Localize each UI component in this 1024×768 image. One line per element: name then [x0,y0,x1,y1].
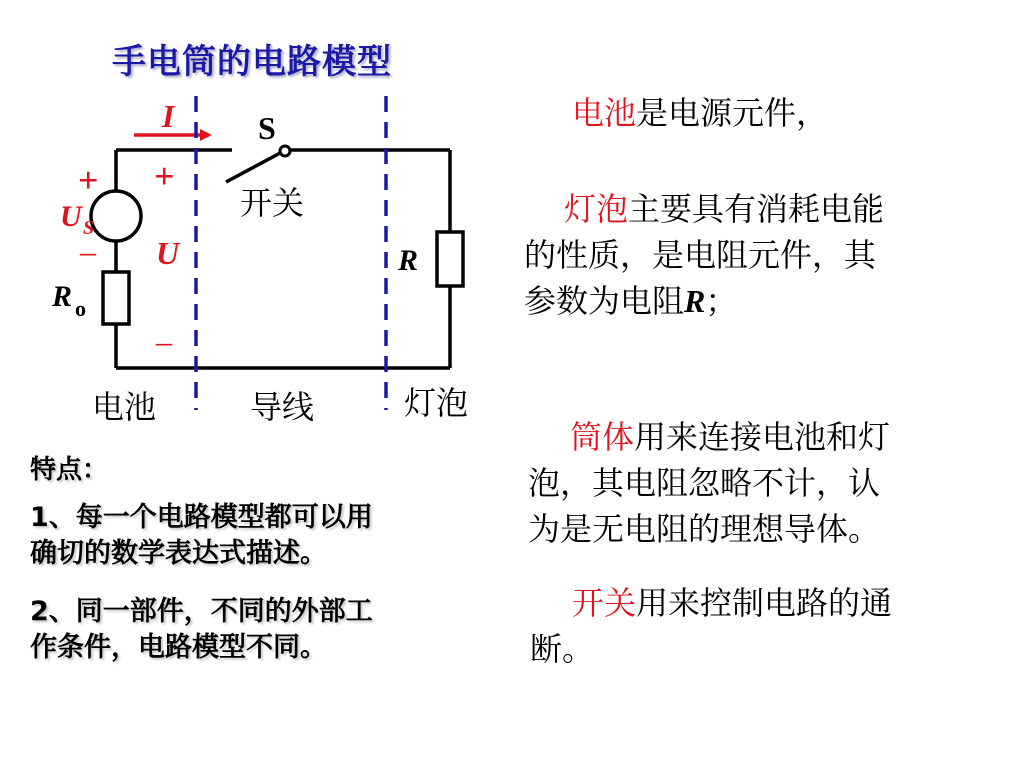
section-label-bulb: 灯泡 [404,384,469,422]
internal-resistor-symbol [103,272,129,324]
feature-item-2-line2: 作条件，电路模型不同。 [30,632,327,663]
feature-item-1-line1: 1、每一个电路模型都可以用 [30,502,373,533]
highlight-bulb: 灯泡 [564,190,629,228]
paragraph-switch-line2: 断。 [530,630,595,668]
paragraph-battery [572,90,828,136]
internal-resistor-label-sub: o [75,296,86,321]
paragraph-bulb-line2: 的性质，是电阻元件，其 [524,236,877,274]
paragraph-switch-line1: 用来控制电路的通 [636,584,893,622]
load-resistor-label: R [398,244,419,277]
source-label-sub: S [83,217,95,239]
paragraph-bulb-line3: 参数为电阻 [524,282,685,320]
switch-blade [226,152,282,182]
feature-item-2-line1: 2、同一部件，不同的外部工 [30,596,373,627]
paragraph-switch [530,580,892,672]
terminal-voltage-label: U [156,235,180,271]
paragraph-tube-line1: 用来连接电池和灯 [634,418,891,456]
paragraph-battery-text: 是电源元件， [636,94,829,132]
switch-label: 开关 [240,184,305,222]
section-label-wire: 导线 [250,388,315,426]
paragraph-bulb-line3-end: ； [705,282,738,320]
source-label-main: U [60,200,82,233]
terminal-plus-label: + [154,156,175,196]
highlight-battery: 电池 [572,94,637,132]
features-heading: 特点： [30,455,109,485]
highlight-switch: 开关 [572,584,637,622]
paragraph-bulb-line1: 主要具有消耗电能 [628,190,885,228]
current-label: I [162,98,175,134]
feature-item-1-line2: 确切的数学表达式描述。 [30,538,327,569]
highlight-tube: 筒体 [570,418,635,456]
switch-symbol-label: S [258,110,276,146]
paragraph-tube-line3: 为是无电阻的理想导体。 [528,510,881,548]
switch-contact [280,146,290,156]
page-title: 手电筒的电路模型 [112,42,392,82]
section-label-battery: 电池 [92,388,157,426]
internal-resistor-label-main: R [52,280,73,313]
paragraph-bulb [524,186,884,324]
paragraph-tube [528,414,890,552]
current-arrow-head [200,129,212,141]
paragraph-bulb-r-symbol: R [684,283,706,319]
source-plus-label: + [78,160,99,200]
feature-item-2 [30,594,373,666]
feature-item-1 [30,500,373,572]
source-minus-label: – [80,233,96,269]
paragraph-tube-line2: 泡，其电阻忽略不计，认 [528,464,881,502]
terminal-minus-label: – [156,323,172,359]
load-resistor-symbol [437,232,463,286]
